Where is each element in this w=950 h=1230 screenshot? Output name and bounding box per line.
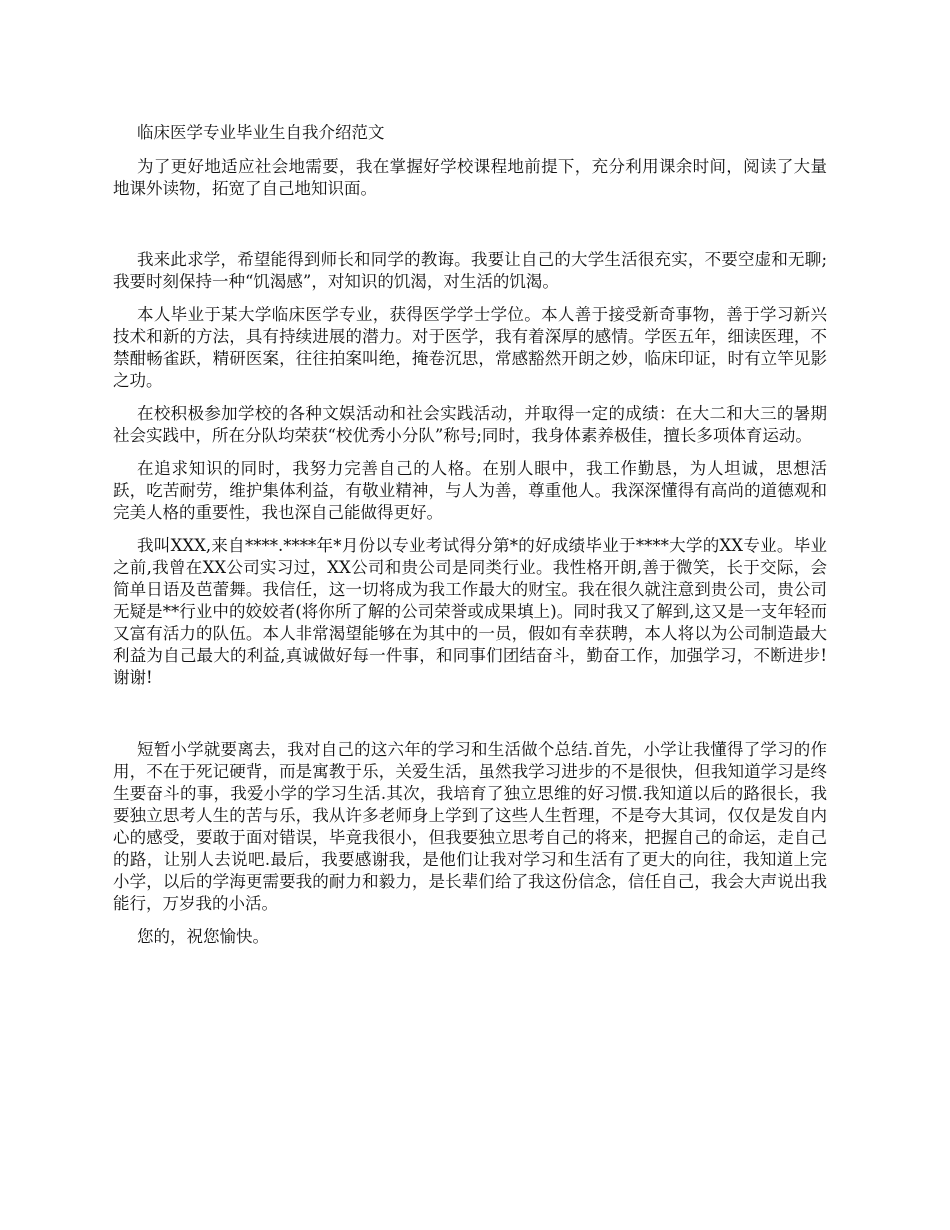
- paragraph-character: 在追求知识的同时，我努力完善自己的人格。在别人眼中，我工作勤恳，为人坦诚，思想活跃，吃苦耐劳，维护集体利益，有敬业精神，与人为善，尊重他人。我深深懂得有高尚的道德观和完美人格的重要性，我也深自己能做得更好。: [113, 459, 827, 522]
- paragraph-activities: 在校积极参加学校的各种文娱活动和社会实践活动，并取得一定的成绩：在大二和大三的暑期社会实践中，所在分队均荣获“校优秀小分队”称号;同时，我身体素养极佳，擅长多项体育运动。: [113, 404, 827, 445]
- paragraph-education: 本人毕业于某大学临床医学专业，获得医学学士学位。本人善于接受新奇事物，善于学习新兴技术和新的方法，具有持续进展的潜力。对于医学，我有着深厚的感情。学医五年，细读医理，不禁酣畅雀跃，精研医案，往往拍案叫绝，掩卷沉思，常感豁然开朗之妙，临床印证，时有立竿见影之功。: [113, 305, 827, 390]
- document-page: [113, 122, 827, 948]
- paragraph-reading: 为了更好地适应社会地需要，我在掌握好学校课程地前提下，充分利用课余时间，阅读了大量地课外读物，拓宽了自己地知识面。: [113, 157, 827, 198]
- paragraph-job-application: 我叫XXX,来自****.****年*月份以专业考试得分第*的好成绩毕业于****大学的XX专业。毕业之前,我曾在XX公司实习过，XX公司和贵公司是同类行业。我性格开朗,善于微笑，长于交际，会简单日语及芭蕾舞。我信任，这一切将成为我工作最大的财宝。我在很久就注意到贵公司，贵公司无疑是**行业中的姣姣者(将你所了解的公司荣誉或成果填上)。同时我又了解到,这又是一支年轻而又富有活力的队伍。本人非常渴望能够在为其中的一员，假如有幸获聘，本人将以为公司制造最大利益为自己最大的利益,真诚做好每一件事，和同事们团结奋斗，勤奋工作，加强学习，不断进步!谢谢!: [113, 536, 827, 687]
- blank-gap: [113, 700, 827, 739]
- document-title: 临床医学专业毕业生自我介绍范文: [137, 123, 385, 142]
- paragraph-primary-school-summary: 短暂小学就要离去，我对自己的这六年的学习和生活做个总结.首先，小学让我懂得了学习的作用，不在于死记硬背，而是寓教于乐，关爱生活，虽然我学习进步的不是很快，但我知道学习是终生要奋斗的事，我爱小学的学习生活.其次，我培育了独立思维的好习惯.我知道以后的路很长，我要独立思考人生的苦与乐，我从许多老师身上学到了这些人生哲理，不是夸大其词，仅仅是发自内心的感受，要敢于面对错误，毕竟我很小，但我要独立思考自己的将来，把握自己的命运，走自己的路，让别人去说吧.最后，我要感谢我，是他们让我对学习和生活有了更大的向往，我知道上完小学，以后的学海更需要我的耐力和毅力，是长辈们给了我这份信念，信任自己，我会大声说出我能行，万岁我的小活。: [113, 740, 827, 913]
- paragraph-study-goal: 我来此求学，希望能得到师长和同学的教诲。我要让自己的大学生活很充实，不要空虚和无聊;我要时刻保持一种“饥渴感”，对知识的饥渴，对生活的饥渴。: [113, 250, 827, 291]
- blank-gap: [113, 211, 827, 249]
- closing-line: 您的，祝您愉快。: [137, 927, 269, 946]
